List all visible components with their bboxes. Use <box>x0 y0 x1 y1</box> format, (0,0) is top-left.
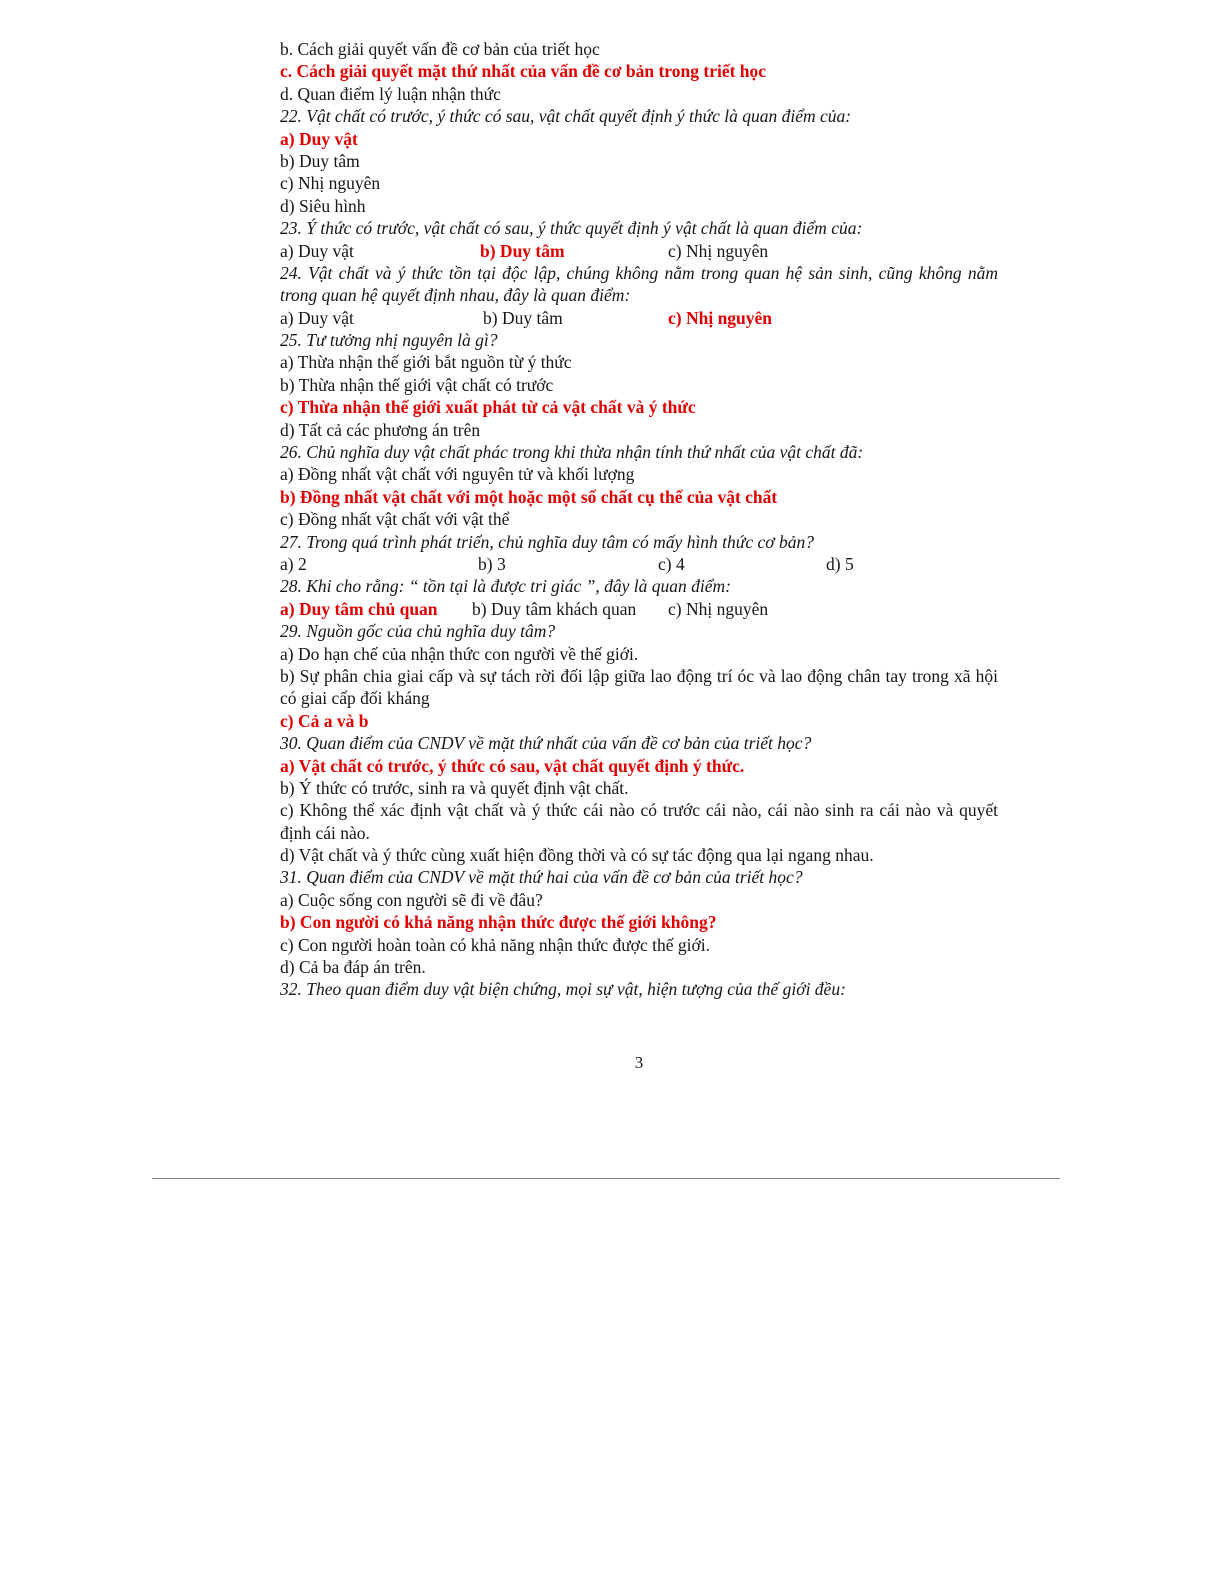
option-text: b) 3 <box>478 553 506 574</box>
option-text: b) Duy tâm khách quan <box>472 598 637 619</box>
option-text: a) Duy vật <box>280 307 354 328</box>
option-line: a) Thừa nhận thế giới bắt nguồn từ ý thức <box>280 352 572 373</box>
correct-answer-line: b) Đồng nhất vật chất với một hoặc một số chất cụ thể của vật chất <box>280 486 778 507</box>
option-text: c) Nhị nguyên <box>668 598 769 619</box>
option-line: c) Con người hoàn toàn có khả năng nhận thức được thế giới. <box>280 934 710 955</box>
question-line: 26. Chủ nghĩa duy vật chất phác trong khi thừa nhận tính thứ nhất của vật chất đã: <box>280 442 864 463</box>
option-text: b) Duy tâm <box>483 307 563 328</box>
question-line: 24. Vật chất và ý thức tồn tại độc lập, chúng không nằm trong quan hệ sản sinh, cũng không nằm <box>280 262 998 283</box>
option-line: c) Nhị nguyên <box>280 173 381 194</box>
option-line: d) Vật chất và ý thức cùng xuất hiện đồng thời và có sự tác động qua lại ngang nhau. <box>280 845 874 866</box>
option-line: b) Sự phân chia giai cấp và sự tách rời đối lập giữa lao động trí óc và lao động chân tay trong xã hội <box>280 665 998 686</box>
options-row <box>280 307 998 329</box>
question-line: 29. Nguồn gốc của chủ nghĩa duy tâm? <box>280 621 556 642</box>
option-line: a) Do hạn chế của nhận thức con người về thế giới. <box>280 643 639 664</box>
question-line: 28. Khi cho rằng: “ tồn tại là được tri giác ”, đây là quan điểm: <box>280 576 732 597</box>
option-line: có giai cấp đối kháng <box>280 688 430 709</box>
question-line: 25. Tư tưởng nhị nguyên là gì? <box>280 330 498 351</box>
option-line: d) Cả ba đáp án trên. <box>280 957 426 978</box>
quiz-text-block <box>280 38 998 1001</box>
option-line: b) Thừa nhận thế giới vật chất có trước <box>280 374 554 395</box>
options-row <box>280 553 998 575</box>
option-line: d) Tất cả các phương án trên <box>280 419 481 440</box>
option-line: b) Ý thức có trước, sinh ra và quyết định vật chất. <box>280 777 629 798</box>
option-line: b) Duy tâm <box>280 150 360 171</box>
question-line: trong quan hệ quyết định nhau, đây là quan điểm: <box>280 285 631 306</box>
option-line: d. Quan điểm lý luận nhận thức <box>280 83 501 104</box>
question-line: 32. Theo quan điểm duy vật biện chứng, mọi sự vật, hiện tượng của thế giới đều: <box>280 979 846 1000</box>
correct-answer-line: c. Cách giải quyết mặt thứ nhất của vấn đề cơ bản trong triết học <box>280 61 767 82</box>
option-text: a) Duy vật <box>280 240 354 261</box>
option-line: c) Không thể xác định vật chất và ý thức cái nào có trước cái nào, cái nào sinh ra cái nào và quyết <box>280 800 998 821</box>
correct-answer-text: a) Duy tâm chủ quan <box>280 598 438 619</box>
options-row <box>280 598 998 620</box>
correct-answer-line: c) Thừa nhận thế giới xuất phát từ cả vật chất và ý thức <box>280 397 696 418</box>
option-line: định cái nào. <box>280 822 370 843</box>
correct-answer-text: c) Nhị nguyên <box>668 307 773 328</box>
option-line: a) Cuộc sống con người sẽ đi về đâu? <box>280 889 543 910</box>
footer-divider <box>152 1178 1060 1179</box>
option-line: d) Siêu hình <box>280 195 366 216</box>
option-text: d) 5 <box>826 553 854 574</box>
option-line: b. Cách giải quyết vấn đề cơ bản của triết học <box>280 39 600 59</box>
question-line: 27. Trong quá trình phát triển, chủ nghĩa duy tâm có mấy hình thức cơ bản? <box>280 531 814 552</box>
option-line: a) Đồng nhất vật chất với nguyên tử và khối lượng <box>280 464 635 485</box>
option-text: a) 2 <box>280 553 307 574</box>
question-line: 22. Vật chất có trước, ý thức có sau, vật chất quyết định ý thức là quan điểm của: <box>280 106 852 127</box>
correct-answer-line: a) Vật chất có trước, ý thức có sau, vật chất quyết định ý thức. <box>280 755 745 776</box>
question-line: 30. Quan điểm của CNDV về mặt thứ nhất của vấn đề cơ bản của triết học? <box>280 733 812 754</box>
question-line: 23. Ý thức có trước, vật chất có sau, ý thức quyết định ý vật chất là quan điểm của: <box>280 218 863 239</box>
option-line: c) Đồng nhất vật chất với vật thể <box>280 509 510 530</box>
option-text: c) 4 <box>658 553 685 574</box>
page-number: 3 <box>634 1053 644 1072</box>
options-row <box>280 240 998 262</box>
correct-answer-line: b) Con người có khả năng nhận thức được thế giới không? <box>280 912 717 933</box>
question-line: 31. Quan điểm của CNDV về mặt thứ hai của vấn đề cơ bản của triết học? <box>280 867 803 888</box>
correct-answer-text: b) Duy tâm <box>480 240 565 261</box>
correct-answer-line: a) Duy vật <box>280 128 358 149</box>
correct-answer-line: c) Cả a và b <box>280 710 369 731</box>
option-text: c) Nhị nguyên <box>668 240 769 261</box>
